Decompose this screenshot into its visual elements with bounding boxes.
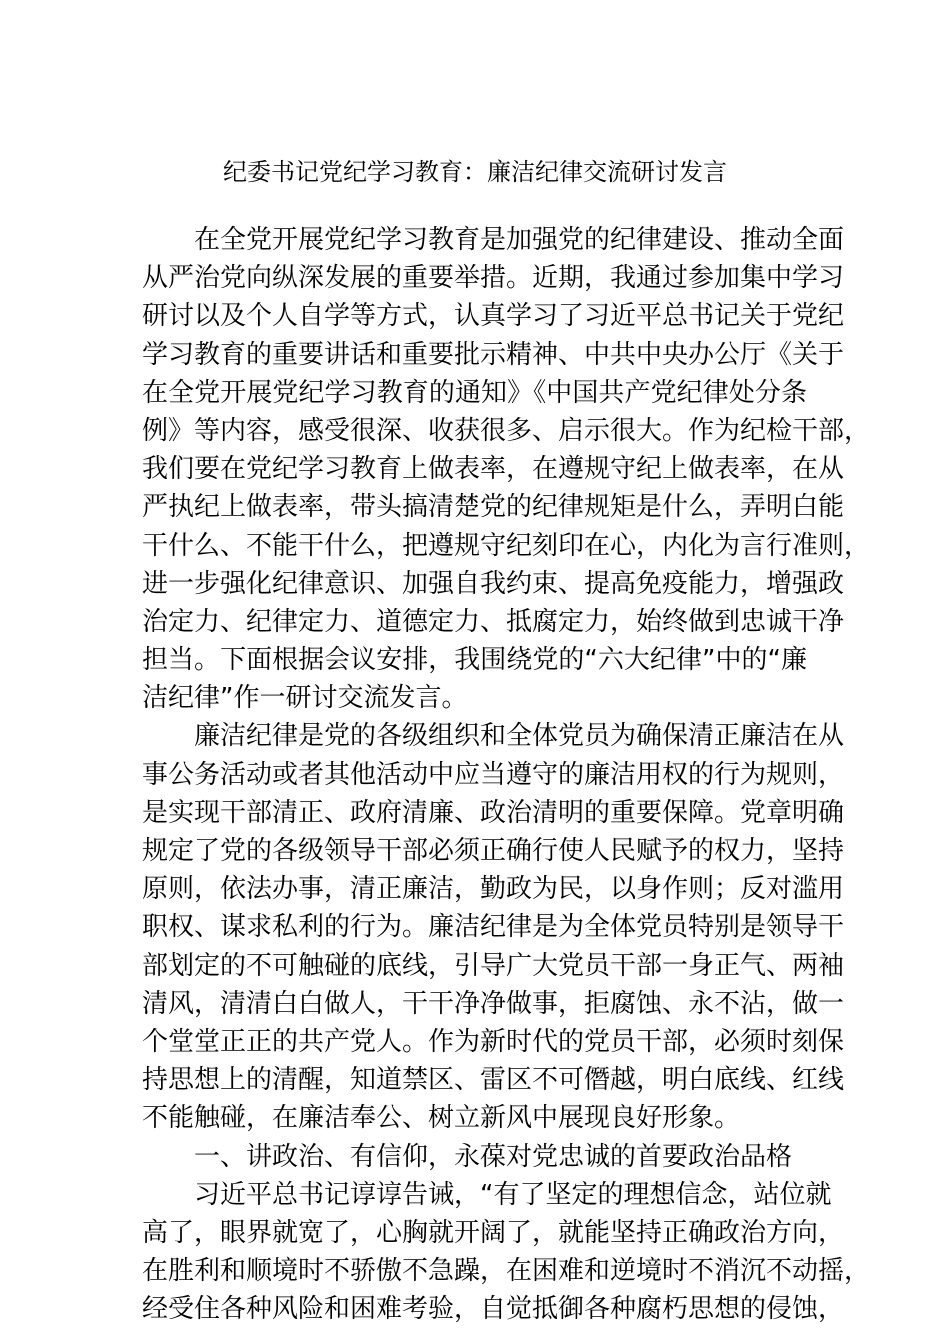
text-line: 在全党开展党纪学习教育的通知》《中国共产党纪律处分条 [142, 377, 807, 408]
text-line: 事公务活动或者其他活动中应当遵守的廉洁用权的行为规则， [142, 759, 845, 790]
text-line: 习近平总书记谆谆告诫，“有了坚定的理想信念，站位就 [194, 1179, 832, 1210]
text-line: 职权、谋求私利的行为。廉洁纪律是为全体党员特别是领导干 [142, 912, 845, 943]
text-line: 从严治党向纵深发展的重要举措。近期，我通过参加集中学习 [142, 263, 845, 294]
document-title: 纪委书记党纪学习教育：廉洁纪律交流研讨发言 [223, 158, 727, 186]
text-line: 学习教育的重要讲话和重要批示精神、中共中央办公厅《关于 [142, 339, 845, 370]
text-line: 高了，眼界就宽了，心胸就开阔了，就能坚持正确政治方向， [142, 1217, 845, 1248]
document-body [142, 221, 871, 1328]
text-line: 一、讲政治、有信仰，永葆对党忠诚的首要政治品格 [194, 1141, 793, 1172]
text-line: 规定了党的各级领导干部必须正确行使人民赋予的权力，坚持 [142, 836, 845, 866]
text-line: 严执纪上做表率，带头搞清楚党的纪律规矩是什么，弄明白能 [142, 492, 845, 523]
text-line: 进一步强化纪律意识、加强自我约束、提高免疫能力，增强政 [142, 568, 845, 599]
text-line: 部划定的不可触碰的底线，引导广大党员干部一身正气、两袖 [142, 950, 845, 981]
text-line: 廉洁纪律是党的各级组织和全体党员为确保清正廉洁在从 [194, 721, 845, 752]
text-line: 原则，依法办事，清正廉洁，勤政为民，以身作则；反对滥用 [142, 874, 845, 905]
text-line: 不能触碰，在廉洁奉公、树立新风中展现良好形象。 [142, 1103, 741, 1134]
text-line: 担当。下面根据会议安排，我围绕党的“六大纪律”中的“廉 [142, 645, 807, 676]
text-line: 是实现干部清正、政府清廉、政治清明的重要保障。党章明确 [142, 797, 845, 828]
text-line: 治定力、纪律定力、道德定力、抵腐定力，始终做到忠诚干净 [142, 606, 845, 637]
text-line: 在胜利和顺境时不骄傲不急躁，在困难和逆境时不消沉不动摇， [142, 1256, 871, 1287]
text-line: 洁纪律”作一研讨交流发言。 [142, 683, 468, 714]
text-line: 个堂堂正正的共产党人。作为新时代的党员干部，必须时刻保 [142, 1026, 845, 1057]
text-line: 我们要在党纪学习教育上做表率，在遵规守纪上做表率，在从 [142, 454, 845, 485]
text-line: 例》等内容，感受很深、收获很多、启示很大。作为纪检干部， [142, 415, 871, 446]
text-line: 经受住各种风险和困难考验，自觉抵御各种腐朽思想的侵蚀， [142, 1294, 845, 1325]
text-line: 持思想上的清醒，知道禁区、雷区不可僭越，明白底线、红线 [142, 1065, 845, 1096]
text-line: 在全党开展党纪学习教育是加强党的纪律建设、推动全面 [194, 225, 845, 255]
text-line: 干什么、不能干什么，把遵规守纪刻印在心，内化为言行准则， [142, 530, 871, 561]
text-line: 研讨以及个人自学等方式，认真学习了习近平总书记关于党纪 [142, 301, 845, 332]
text-line: 清风，清清白白做人，干干净净做事，拒腐蚀、永不沾，做一 [142, 988, 845, 1019]
